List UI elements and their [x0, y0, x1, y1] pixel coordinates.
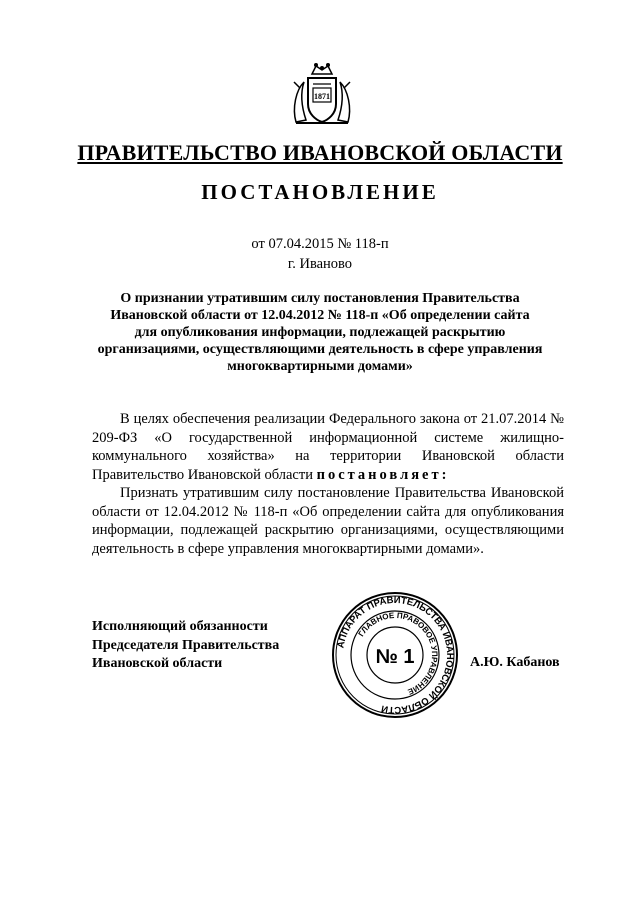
- stamp-number: № 1: [375, 646, 415, 668]
- stamp-inner-text: ГЛАВНОЕ ПРАВОВОЕ УПРАВЛЕНИЕ: [356, 610, 440, 697]
- title-line: Ивановской области от 12.04.2012 № 118-п «Об определении сайта: [110, 308, 530, 323]
- coat-of-arms-emblem: [290, 60, 354, 130]
- position-line: Председателя Правительства: [92, 637, 280, 653]
- document-title: [80, 290, 560, 375]
- emblem-lettering: 1871: [314, 92, 330, 101]
- stamp-ring-text: АППАРАТ ПРАВИТЕЛЬСТВА ИВАНОВСКОЙ ОБЛАСТИ: [335, 594, 456, 716]
- title-line: для опубликования информации, подлежащей раскрытию: [134, 325, 506, 340]
- official-stamp: [330, 590, 460, 720]
- document-city: г. Иваново: [287, 256, 353, 272]
- preamble-text: В целях обеспечения реализации Федерального закона от 21.07.2014 № 209-ФЗ «О государственной информационной системе жилищно-коммунального хозяйства» на территории Ивановской области Правительство Ивановской области: [92, 411, 564, 483]
- authority-heading: ПРАВИТЕЛЬСТВО ИВАНОВСКОЙ ОБЛАСТИ: [77, 140, 563, 165]
- body-paragraph-resolution: Признать утратившим силу постановление Правительства Ивановской области от 12.04.2012 № 118-п «Об определении сайта для опубликования информации, подлежащей раскрытию организациями, осуществляющими деятельность в сфере управления многоквартирными домами».: [92, 485, 564, 557]
- title-line: О признании утратившим силу постановления Правительства: [120, 291, 520, 306]
- signatory-position: [92, 618, 312, 674]
- position-line: Ивановской области: [92, 656, 223, 671]
- document-date-number: от 07.04.2015 № 118-п: [251, 236, 389, 252]
- preamble-colon: :: [441, 466, 447, 483]
- title-line: многоквартирными домами»: [227, 359, 413, 374]
- title-line: организациями, осуществляющими деятельность в сфере управления: [97, 342, 543, 357]
- position-line: Исполняющий обязанности: [92, 619, 268, 634]
- signer-name: А.Ю. Кабанов: [470, 655, 560, 670]
- decree-keyword: постановляет: [316, 466, 442, 483]
- document-type-heading: ПОСТАНОВЛЕНИЕ: [201, 180, 439, 204]
- body-paragraph-preamble: [92, 410, 564, 484]
